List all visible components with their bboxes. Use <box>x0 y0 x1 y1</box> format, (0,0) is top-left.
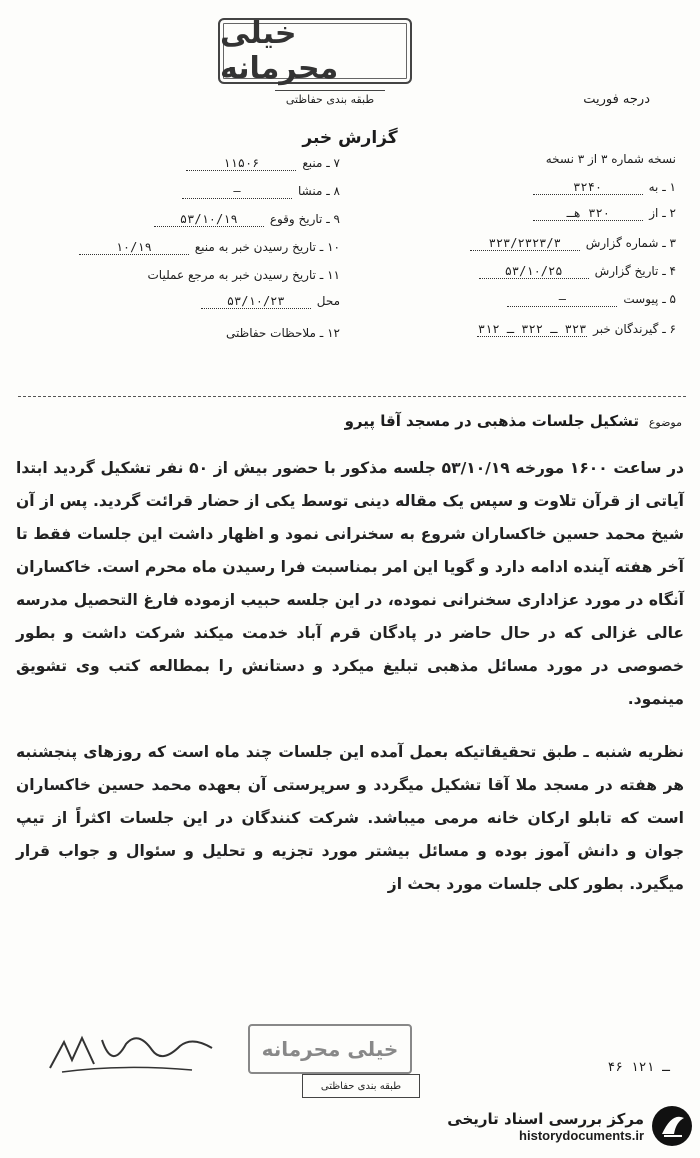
field-receipt-date-source: ۱۰ ـ تاریخ رسیدن خبر به منبع۱۰/۱۹ <box>79 240 340 255</box>
top-classification-label: طبقه بندی حفاظتی <box>275 90 385 106</box>
field-security-notes: ۱۲ ـ ملاحظات حفاظتی <box>226 326 340 340</box>
field-source: ۷ ـ منبع۱۱۵۰۶ <box>186 156 340 171</box>
report-body <box>16 452 684 921</box>
archive-logo <box>447 1104 694 1148</box>
priority-label: درجه فوریت <box>583 92 650 107</box>
field-recipients: ۶ ـ گیرندگان خبر۳۲۳ ـ ۳۲۲ ـ ۳۱۲ <box>477 322 676 336</box>
body-paragraph: در ساعت ۱۶۰۰ مورخه ۵۳/۱۰/۱۹ جلسه مذکور با حضور بیش از ۵۰ نفر تشکیل گردید ابتدا آیاتی از قرآن تلاوت و سپس یک مقاله دینی توسط یکی از حضار قرائت گردید. پس از آن شیخ محمد حسین خاکساران شروع به سخنرانی نمود و اظهار داشت این جلسات فقط تا آخر هفته آینده ادامه دارد و گویا این امر بمناسبت فرا رسیدن ماه محرم است. خاکساران آنگاه در مورد عزاداری سخنرانی نموده، در این جلسه حبیب ازموده فارغ التحصیل مدرسه عالی غزالی که در حال حاضر در پادگان قرم آباد خدمت میکند شرکت داشت و بطور خصوصی در مورد مسائل مذهبی تبلیغ میکرد و دستانش را بمطالعه کتب وی تشویق مینمود. <box>16 459 685 708</box>
field-location: محل۵۳/۱۰/۲۳ <box>201 294 340 309</box>
body-paragraph: نظریه شنبه ـ طبق تحقیقاتیکه بعمل آمده این جلسات چند ماه است که روزهای پنجشنبه هر هفته در مسجد ملا آقا تشکیل میگردد و سرپرستی آن بعهده محمد حسین خاکساران است که تابلو ارکان خانه مرمی میباشد. شرکت کنندگان در این جلسات اکثراً از تیپ جوان و دانش آموز بوده و مسائل بیشتر مورد تجزیه و تحلیل و سئوال و جواب قرار میگیرد. بطور کلی جلسات مورد بحث از <box>16 743 684 893</box>
subject-label: موضوع <box>648 416 682 429</box>
field-to: ۱ ـ به۳۲۴۰ <box>533 180 676 195</box>
logo-site: historydocuments.ir <box>519 1127 644 1143</box>
field-report-date: ۴ ـ تاریخ گزارش۵۳/۱۰/۲۵ <box>479 264 676 279</box>
top-classification-stamp: خیلی محرمانه <box>218 18 412 84</box>
field-report-number: ۳ ـ شماره گزارش۳۲۳/۲۳۲۳/۳ <box>470 236 676 251</box>
field-origin: ۸ ـ منشا— <box>182 184 340 199</box>
handwritten-signature <box>42 1020 222 1080</box>
field-attachment: ۵ ـ پیوست— <box>507 292 676 307</box>
subject-value: تشکیل جلسات مذهبی در مسجد آقا پیرو <box>344 412 639 430</box>
subject-line <box>18 412 682 430</box>
logo-name: مرکز بررسی اسناد تاریخی <box>447 1109 644 1128</box>
field-receipt-date-operations: ۱۱ ـ تاریخ رسیدن خبر به مرجع عملیات <box>147 268 340 282</box>
page-number: ۴۶ ـ ۱۲۱ <box>607 1060 670 1075</box>
bottom-classification-stamp: خیلی محرمانه <box>248 1024 412 1074</box>
bottom-classification-label: طبقه بندی حفاظتی <box>302 1074 420 1098</box>
report-title: گزارش خبر <box>302 128 398 148</box>
section-divider <box>18 396 686 397</box>
field-from: ۲ ـ از۳۲۰ هـ <box>533 206 676 221</box>
field-copy-number: نسخه شماره ۳ از ۳ نسخه <box>545 152 676 166</box>
field-occurrence-date: ۹ ـ تاریخ وقوع۵۳/۱۰/۱۹ <box>154 212 340 227</box>
archive-emblem-icon <box>650 1104 694 1148</box>
